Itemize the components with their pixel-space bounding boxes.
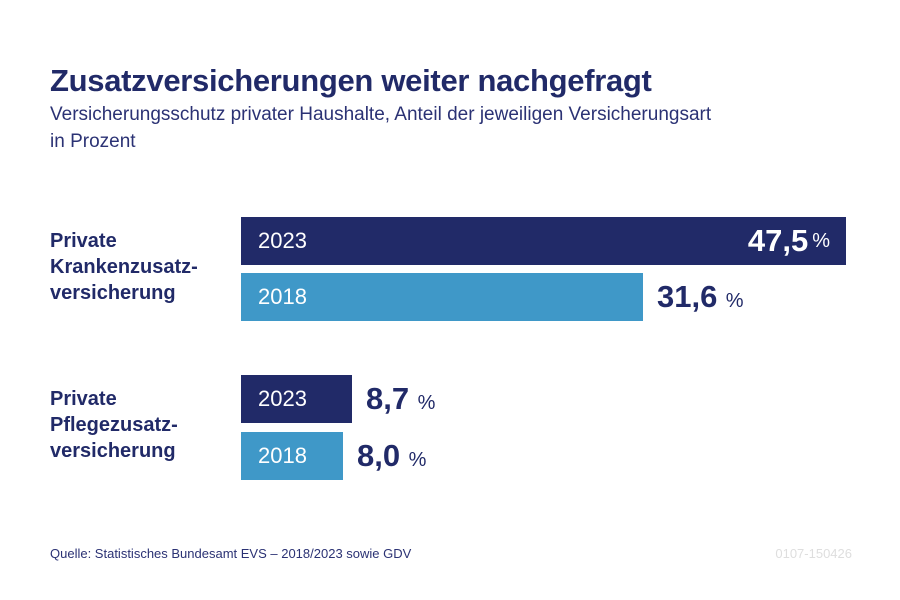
bar-row-krankenzusatz-2023 <box>241 217 846 265</box>
category-label-pflegezusatzversicherung <box>50 386 240 464</box>
bar-value-label <box>366 381 435 417</box>
bar-value-number: 8,0 <box>357 438 401 473</box>
bar-2023-pflegezusatz <box>241 375 352 423</box>
reference-code: 0107-150426 <box>775 546 852 561</box>
bar-value-unit: % <box>408 449 427 471</box>
source-note: Quelle: Statistisches Bundesamt EVS – 2018/2023 sowie GDV <box>50 546 412 561</box>
chart-subtitle <box>50 101 711 155</box>
bar-year-label: 2023 <box>258 228 307 253</box>
bar-value-unit: % <box>417 392 436 414</box>
bar-row-pflegezusatz-2018 <box>241 432 426 480</box>
bar-value-label <box>357 438 426 474</box>
bar-value-number: 31,6 <box>657 279 718 314</box>
chart-subtitle-line1: Versicherungsschutz privater Haushalte, Anteil der jeweiligen Versicherungsart <box>50 104 712 125</box>
category-label-line: versicherung <box>50 282 176 304</box>
bar-year-label: 2023 <box>258 386 307 411</box>
category-label-line: versicherung <box>50 440 176 462</box>
chart-title: Zusatzversicherungen weiter nachgefragt <box>50 62 652 98</box>
bar-row-krankenzusatz-2018 <box>241 273 744 321</box>
bar-year-label: 2018 <box>258 443 307 468</box>
category-label-line: Private <box>50 388 117 410</box>
bar-2018-pflegezusatz <box>241 432 343 480</box>
category-label-krankenzusatzversicherung <box>50 228 240 306</box>
bar-year-label: 2018 <box>258 284 307 309</box>
bar-value-number: 8,7 <box>366 381 410 416</box>
bar-value-number: 47,5 <box>747 223 809 258</box>
bar-row-pflegezusatz-2023 <box>241 375 435 423</box>
bar-2023-krankenzusatz <box>241 217 846 265</box>
bar-value-unit: % <box>725 290 744 312</box>
bar-value-unit: % <box>812 229 830 252</box>
category-label-line: Krankenzusatz- <box>50 256 198 278</box>
category-label-line: Pflegezusatz- <box>50 414 178 436</box>
chart-subtitle-line2: in Prozent <box>50 131 136 152</box>
category-label-line: Private <box>50 230 117 252</box>
bar-value-label <box>657 279 744 315</box>
bar-value-label <box>748 217 830 265</box>
bar-2018-krankenzusatz <box>241 273 643 321</box>
